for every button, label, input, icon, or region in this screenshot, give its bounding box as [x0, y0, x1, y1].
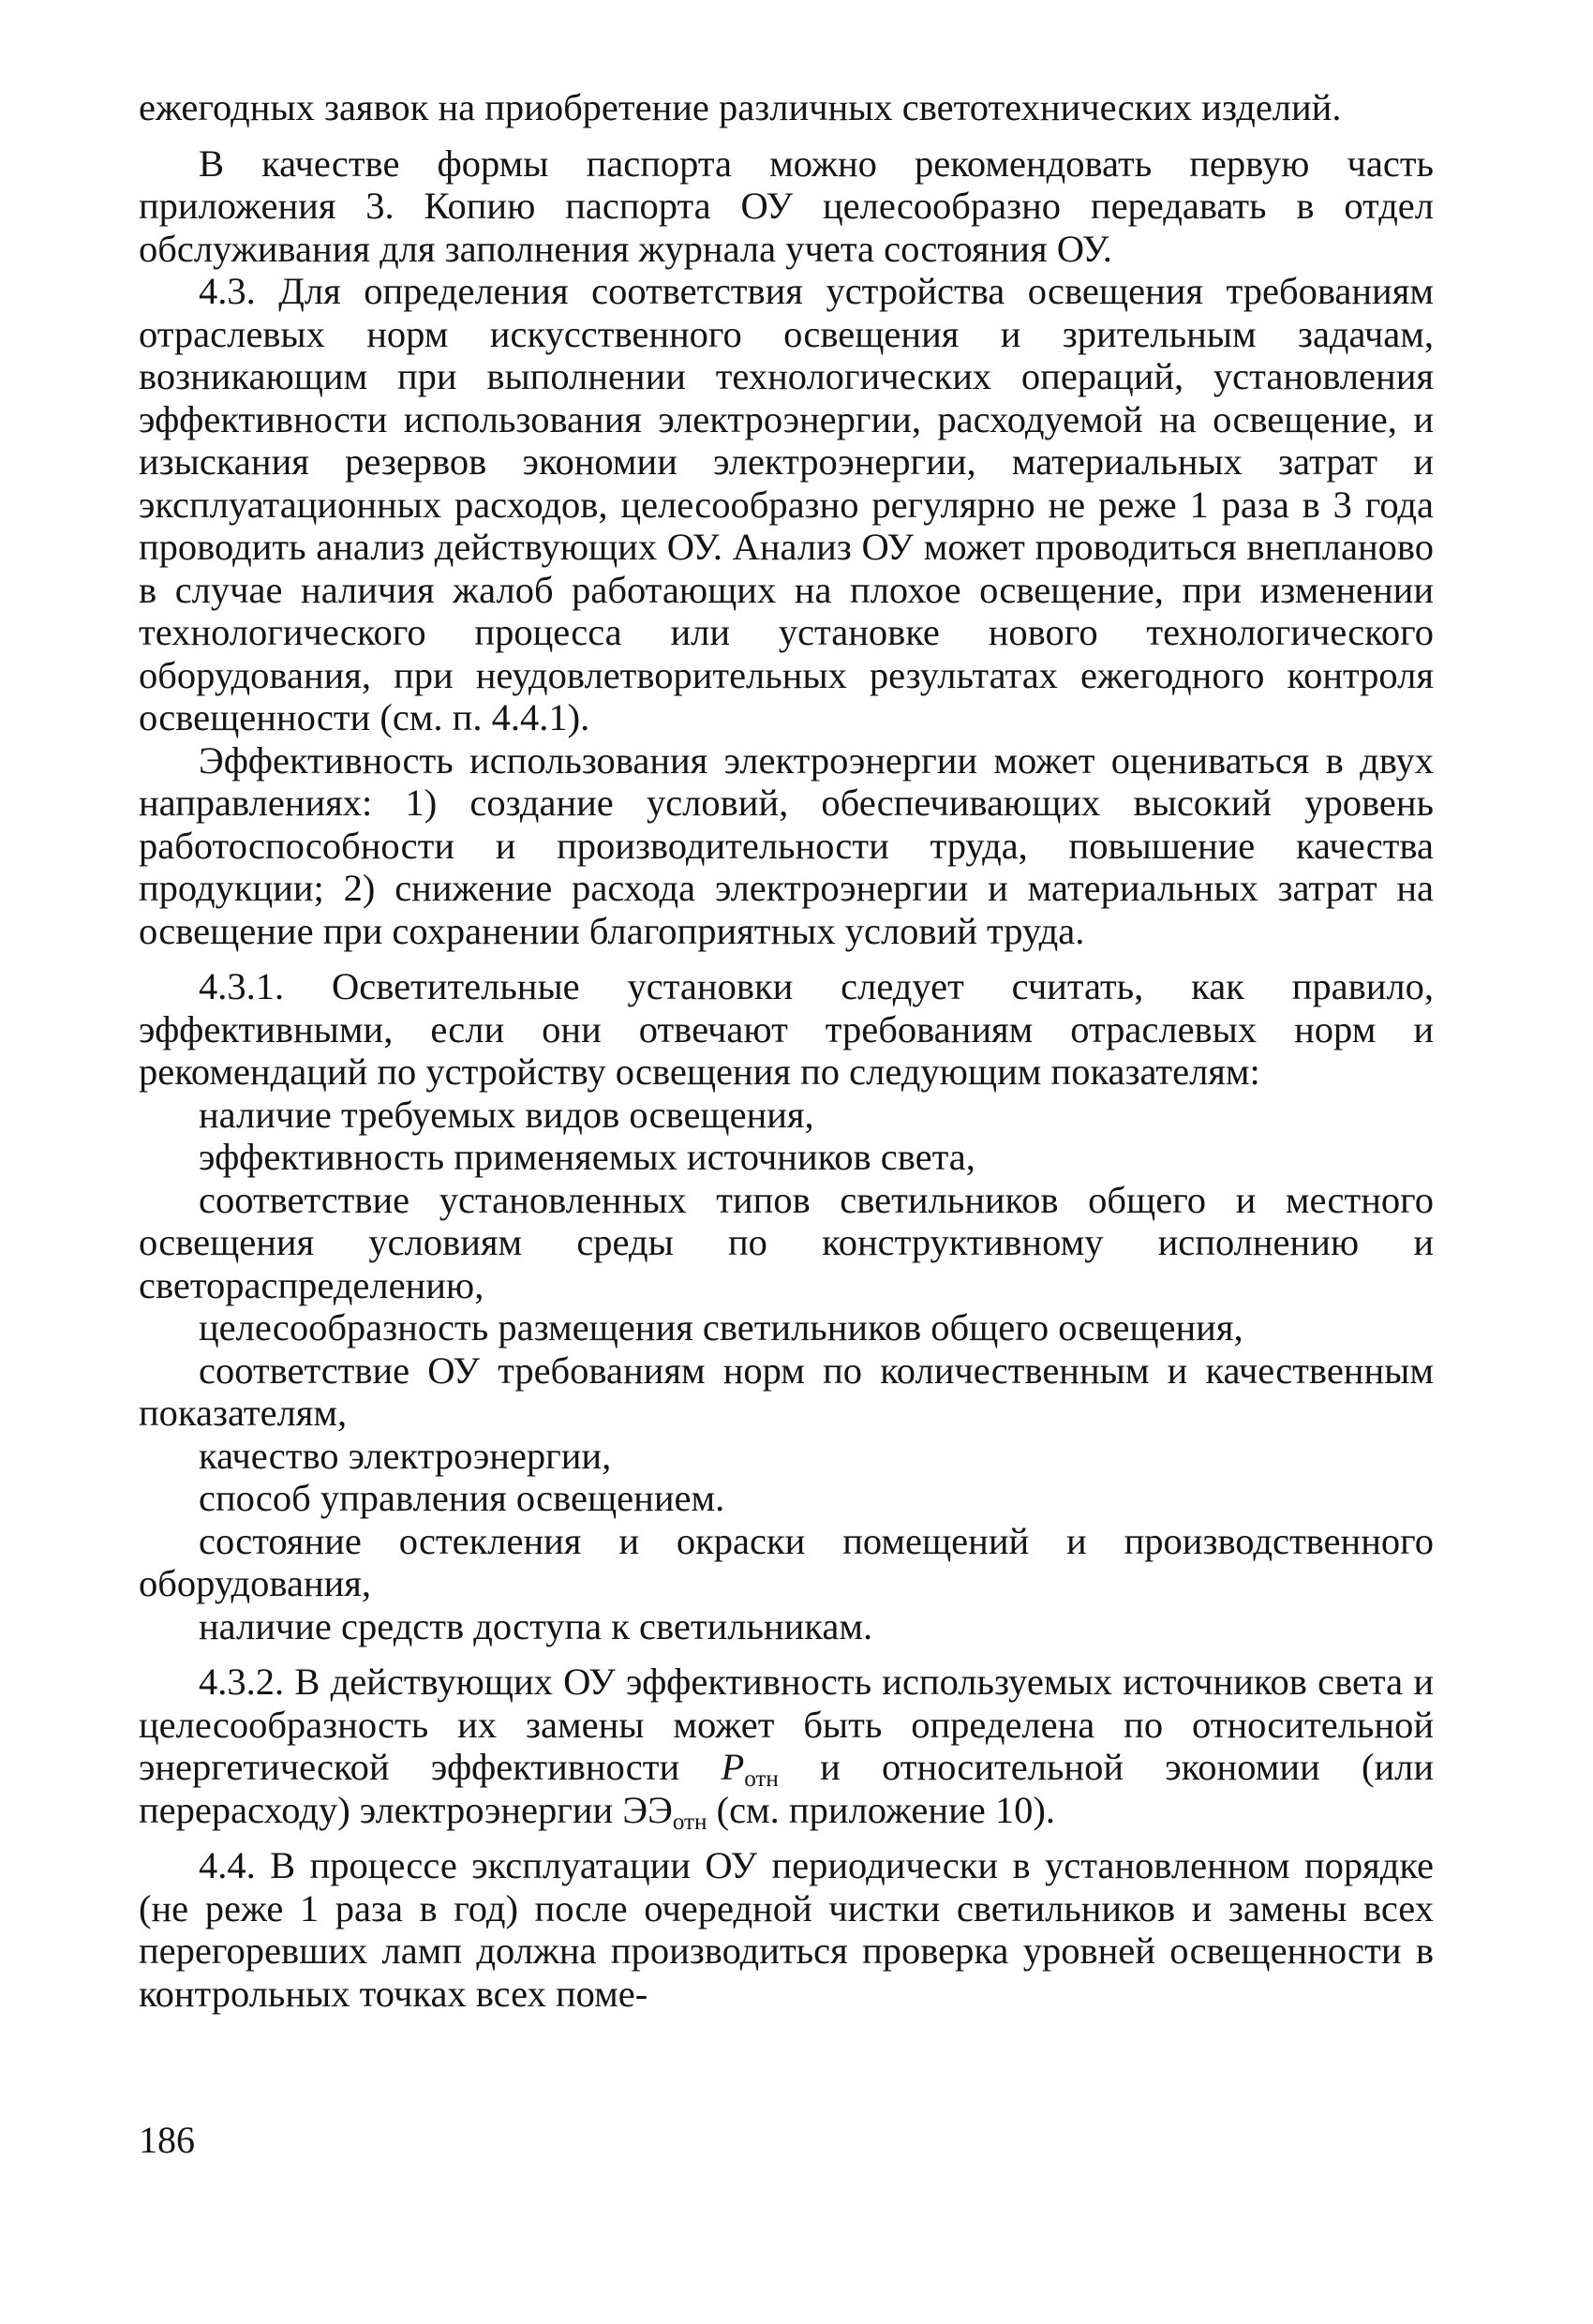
- paragraph-4-3-2-text-c: (см. приложение 10).: [716, 1788, 1055, 1831]
- list-item: способ управления освещением.: [199, 1477, 725, 1519]
- symbol-p-rel: P: [721, 1746, 745, 1788]
- list-item: наличие требуемых видов освещения,: [199, 1093, 814, 1136]
- list-item: состояние остекления и окраски помещений и производственного оборудования,: [139, 1519, 1434, 1604]
- paragraph-4-3-2-text-b: и относительной экономии (или перерасходу) электроэнергии: [139, 1746, 1434, 1831]
- list-item: эффективность применяемых источников света,: [199, 1136, 975, 1178]
- criteria-list: [139, 1094, 1434, 1648]
- list-item: соответствие установленных типов светильников общего и местного освещения условиям среды по конструктивному исполнению и светораспределению,: [139, 1178, 1434, 1306]
- symbol-p-rel-subscript: отн: [744, 1766, 779, 1793]
- paragraph-4-3-2-text-a: 4.3.2. В действующих ОУ эффективность используемых источников света и целесообразность их замены может быть определена по относительной энергетической эффективности: [139, 1661, 1434, 1788]
- symbol-ee-rel: ЭЭ: [622, 1788, 673, 1831]
- symbol-ee-rel-subscript: отн: [672, 1809, 707, 1835]
- list-item: качество электроэнергии,: [199, 1434, 612, 1477]
- page-body: [139, 86, 1434, 2015]
- paragraph-4-3-2: [139, 1661, 1434, 1835]
- paragraph-passport-form: В качестве формы паспорта можно рекомендовать первую часть приложения 3. Копию паспорта ОУ целесообразно передавать в отдел обслуживания для заполнения журнала учета состояния ОУ.: [139, 142, 1434, 270]
- list-item: наличие средств доступа к светильникам.: [199, 1604, 873, 1647]
- paragraph-continuation: ежегодных заявок на приобретение различных светотехнических изделий.: [139, 86, 1342, 128]
- paragraph-efficiency: Эффективность использования электроэнергии может оцениваться в двух направлениях: 1) создание условий, обеспечивающих высокий уровень работоспособности и производительности труда, повышение качества продукции; 2) снижение расхода электроэнергии и материальных затрат на освещение при сохранении благоприятных условий труда.: [139, 738, 1434, 952]
- list-item: соответствие ОУ требованиям норм по количественным и качественным показателям,: [139, 1348, 1434, 1434]
- page-number: 186: [139, 2119, 195, 2161]
- list-item: целесообразность размещения светильников общего освещения,: [199, 1306, 1243, 1348]
- paragraph-4-4: 4.4. В процессе эксплуатации ОУ периодически в установленном порядке (не реже 1 раза в год) после очередной чистки светильников и замены всех перегоревших ламп должна производиться проверка уровней освещенности в контрольных точках всех поме-: [139, 1844, 1434, 2015]
- paragraph-4-3-1: 4.3.1. Осветительные установки следует считать, как правило, эффективными, если они отвечают требованиям отраслевых норм и рекомендаций по устройству освещения по следующим показателям:: [139, 965, 1434, 1093]
- paragraph-4-3: 4.3. Для определения соответствия устройства освещения требованиям отраслевых норм искусственного освещения и зрительным задачам, возникающим при выполнении технологических операций, установления эффективности использования электроэнергии, расходуемой на освещение, и изыскания резервов экономии электроэнергии, материальных затрат и эксплуатационных расходов, целесообразно регулярно не реже 1 раза в 3 года проводить анализ действующих ОУ. Анализ ОУ может проводиться внепланово в случае наличия жалоб работающих на плохое освещение, при изменении технологического процесса или установке нового технологического оборудования, при неудовлетворительных результатах ежегодного контроля освещенности (см. п. 4.4.1).: [139, 270, 1434, 738]
